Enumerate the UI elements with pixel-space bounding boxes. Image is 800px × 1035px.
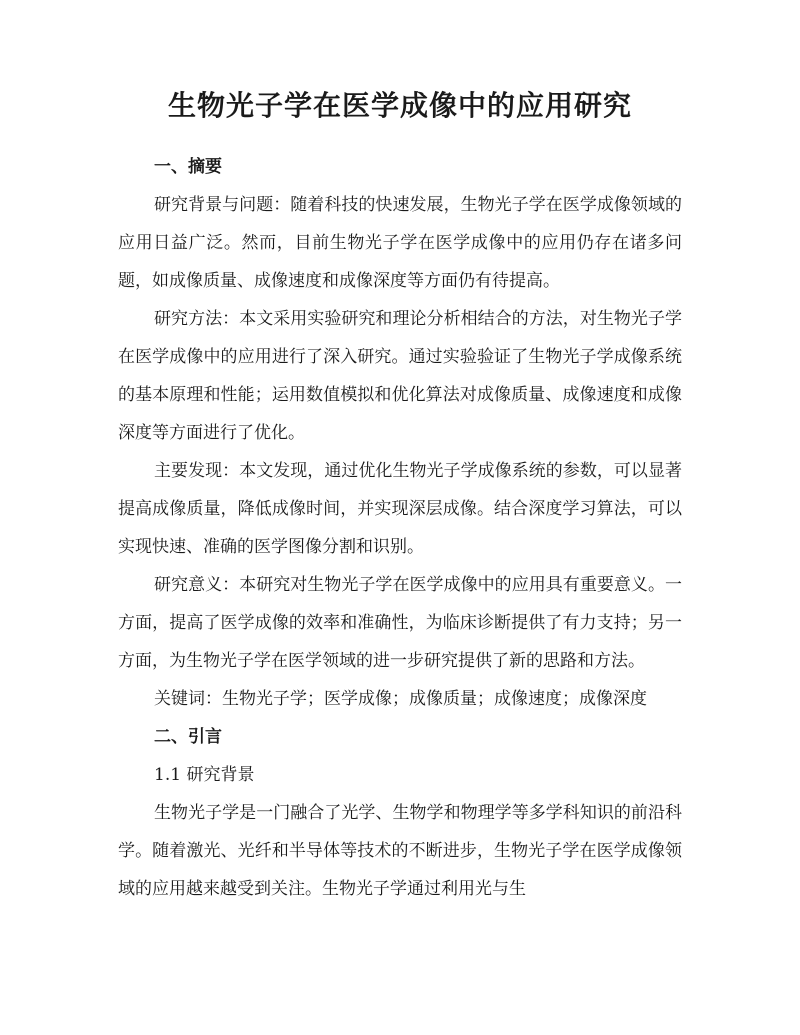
- abstract-findings-paragraph: 主要发现：本文发现，通过优化生物光子学成像系统的参数，可以显著提高成像质量，降低成像时间，并实现深层成像。结合深度学习算法，可以实现快速、准确的医学图像分割和识别。: [118, 461, 682, 557]
- intro-heading: 二、引言: [154, 727, 222, 747]
- abstract-heading: 一、摘要: [154, 157, 222, 177]
- keywords-paragraph: 关键词：生物光子学；医学成像；成像质量；成像速度；成像深度: [154, 689, 647, 709]
- abstract-methods-paragraph: 研究方法：本文采用实验研究和理论分析相结合的方法，对生物光子学在医学成像中的应用进行了深入研究。通过实验验证了生物光子学成像系统的基本原理和性能；运用数值模拟和优化算法对成像质量、成像速度和成像深度等方面进行了优化。: [118, 309, 682, 443]
- document-page: [118, 84, 682, 908]
- intro-paragraph: 生物光子学是一门融合了光学、生物学和物理学等多学科知识的前沿科学。随着激光、光纤和半导体等技术的不断进步，生物光子学在医学成像领域的应用越来越受到关注。生物光子学通过利用光与生: [118, 803, 682, 899]
- abstract-significance-paragraph: 研究意义：本研究对生物光子学在医学成像中的应用具有重要意义。一方面，提高了医学成像的效率和准确性，为临床诊断提供了有力支持；另一方面，为生物光子学在医学领域的进一步研究提供了新的思路和方法。: [118, 575, 682, 671]
- document-title: 生物光子学在医学成像中的应用研究: [167, 89, 632, 122]
- abstract-background-paragraph: 研究背景与问题：随着科技的快速发展，生物光子学在医学成像领域的应用日益广泛。然而，目前生物光子学在医学成像中的应用仍存在诸多问题，如成像质量、成像速度和成像深度等方面仍有待提高。: [118, 195, 682, 291]
- intro-subheading: 1.1 研究背景: [154, 765, 255, 785]
